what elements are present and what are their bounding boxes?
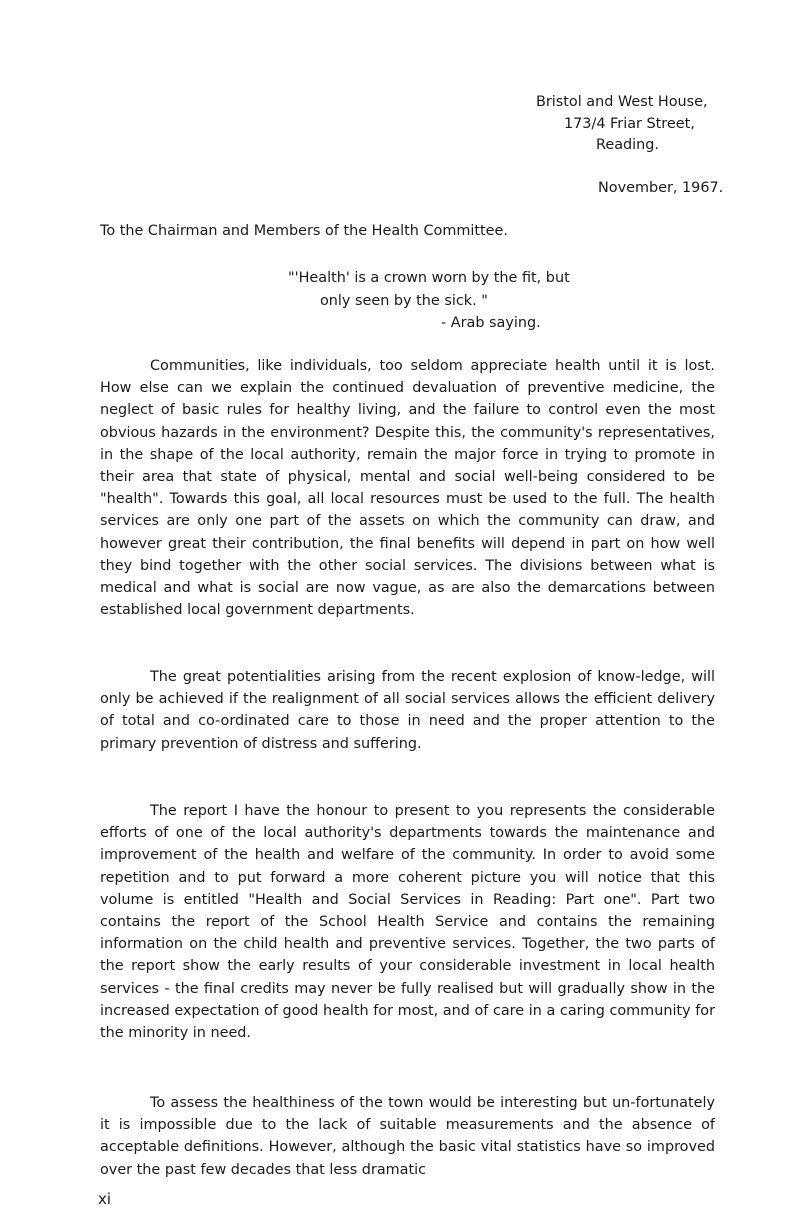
letter-date: November, 1967. — [598, 180, 724, 196]
sender-address — [536, 92, 708, 157]
address-line-1: Bristol and West House, — [536, 94, 708, 110]
epigraph — [288, 267, 570, 335]
address-line-2: 173/4 Friar Street, — [564, 115, 695, 132]
epigraph-line-2: only seen by the sick. " — [320, 292, 488, 309]
paragraph-1: Communities, like individuals, too seldom appreciate health until it is lost. How else can we explain the continued devaluation of preventive medicine, the neglect of basic rules for healthy living, and the failure to control even the most obvious hazards in the environment? Despite this, the community's representatives, in the shape of the local authority, remain the major force in trying to promote in their area that state of physical, mental and social well-being considered to be "health". Towards this goal, all local resources must be used to the full. The health services are only one part of the assets on which the community can draw, and however great their contribution, the final benefits will depend in part on how well they bind together with the other social services. The divisions between what is medical and what is social are now vague, as are also the demarcations between established local government departments. — [100, 358, 715, 619]
page-number: xi — [98, 1190, 112, 1208]
address-line-3: Reading. — [596, 137, 659, 153]
paragraph-4: To assess the healthiness of the town would be interesting but un-fortunately it is impossible due to the lack of suitable measurements and the absence of acceptable definitions. However, although the basic vital statistics have so improved over the past few decades that less dramatic — [100, 1095, 715, 1178]
salutation: To the Chairman and Members of the Health Committee. — [100, 223, 508, 239]
paragraph-2: The great potentialities arising from the recent explosion of know-ledge, will only be achieved if the realignment of all social services allows the efficient delivery of total and co-ordinated care to those in need and the proper attention to the primary prevention of distress and suffering. — [100, 669, 715, 752]
epigraph-attribution: - Arab saying. — [441, 315, 541, 331]
epigraph-line-1: "'Health' is a crown worn by the fit, but — [288, 270, 570, 286]
paragraph-3: The report I have the honour to present to you represents the considerable efforts of one of the local authority's departments towards the maintenance and improvement of the health and welfare of the community. In order to avoid some repetition and to put forward a more coherent picture you will notice that this volume is entitled "Health and Social Services in Reading: Part one". Part two contains the report of the School Health Service and contains the remaining information on the child health and preventive services. Together, the two parts of the report show the early results of your considerable investment in local health services - the final credits may never be fully realised but will gradually show in the increased expectation of good health for most, and of care in a caring community for the minority in need. — [100, 803, 715, 1042]
